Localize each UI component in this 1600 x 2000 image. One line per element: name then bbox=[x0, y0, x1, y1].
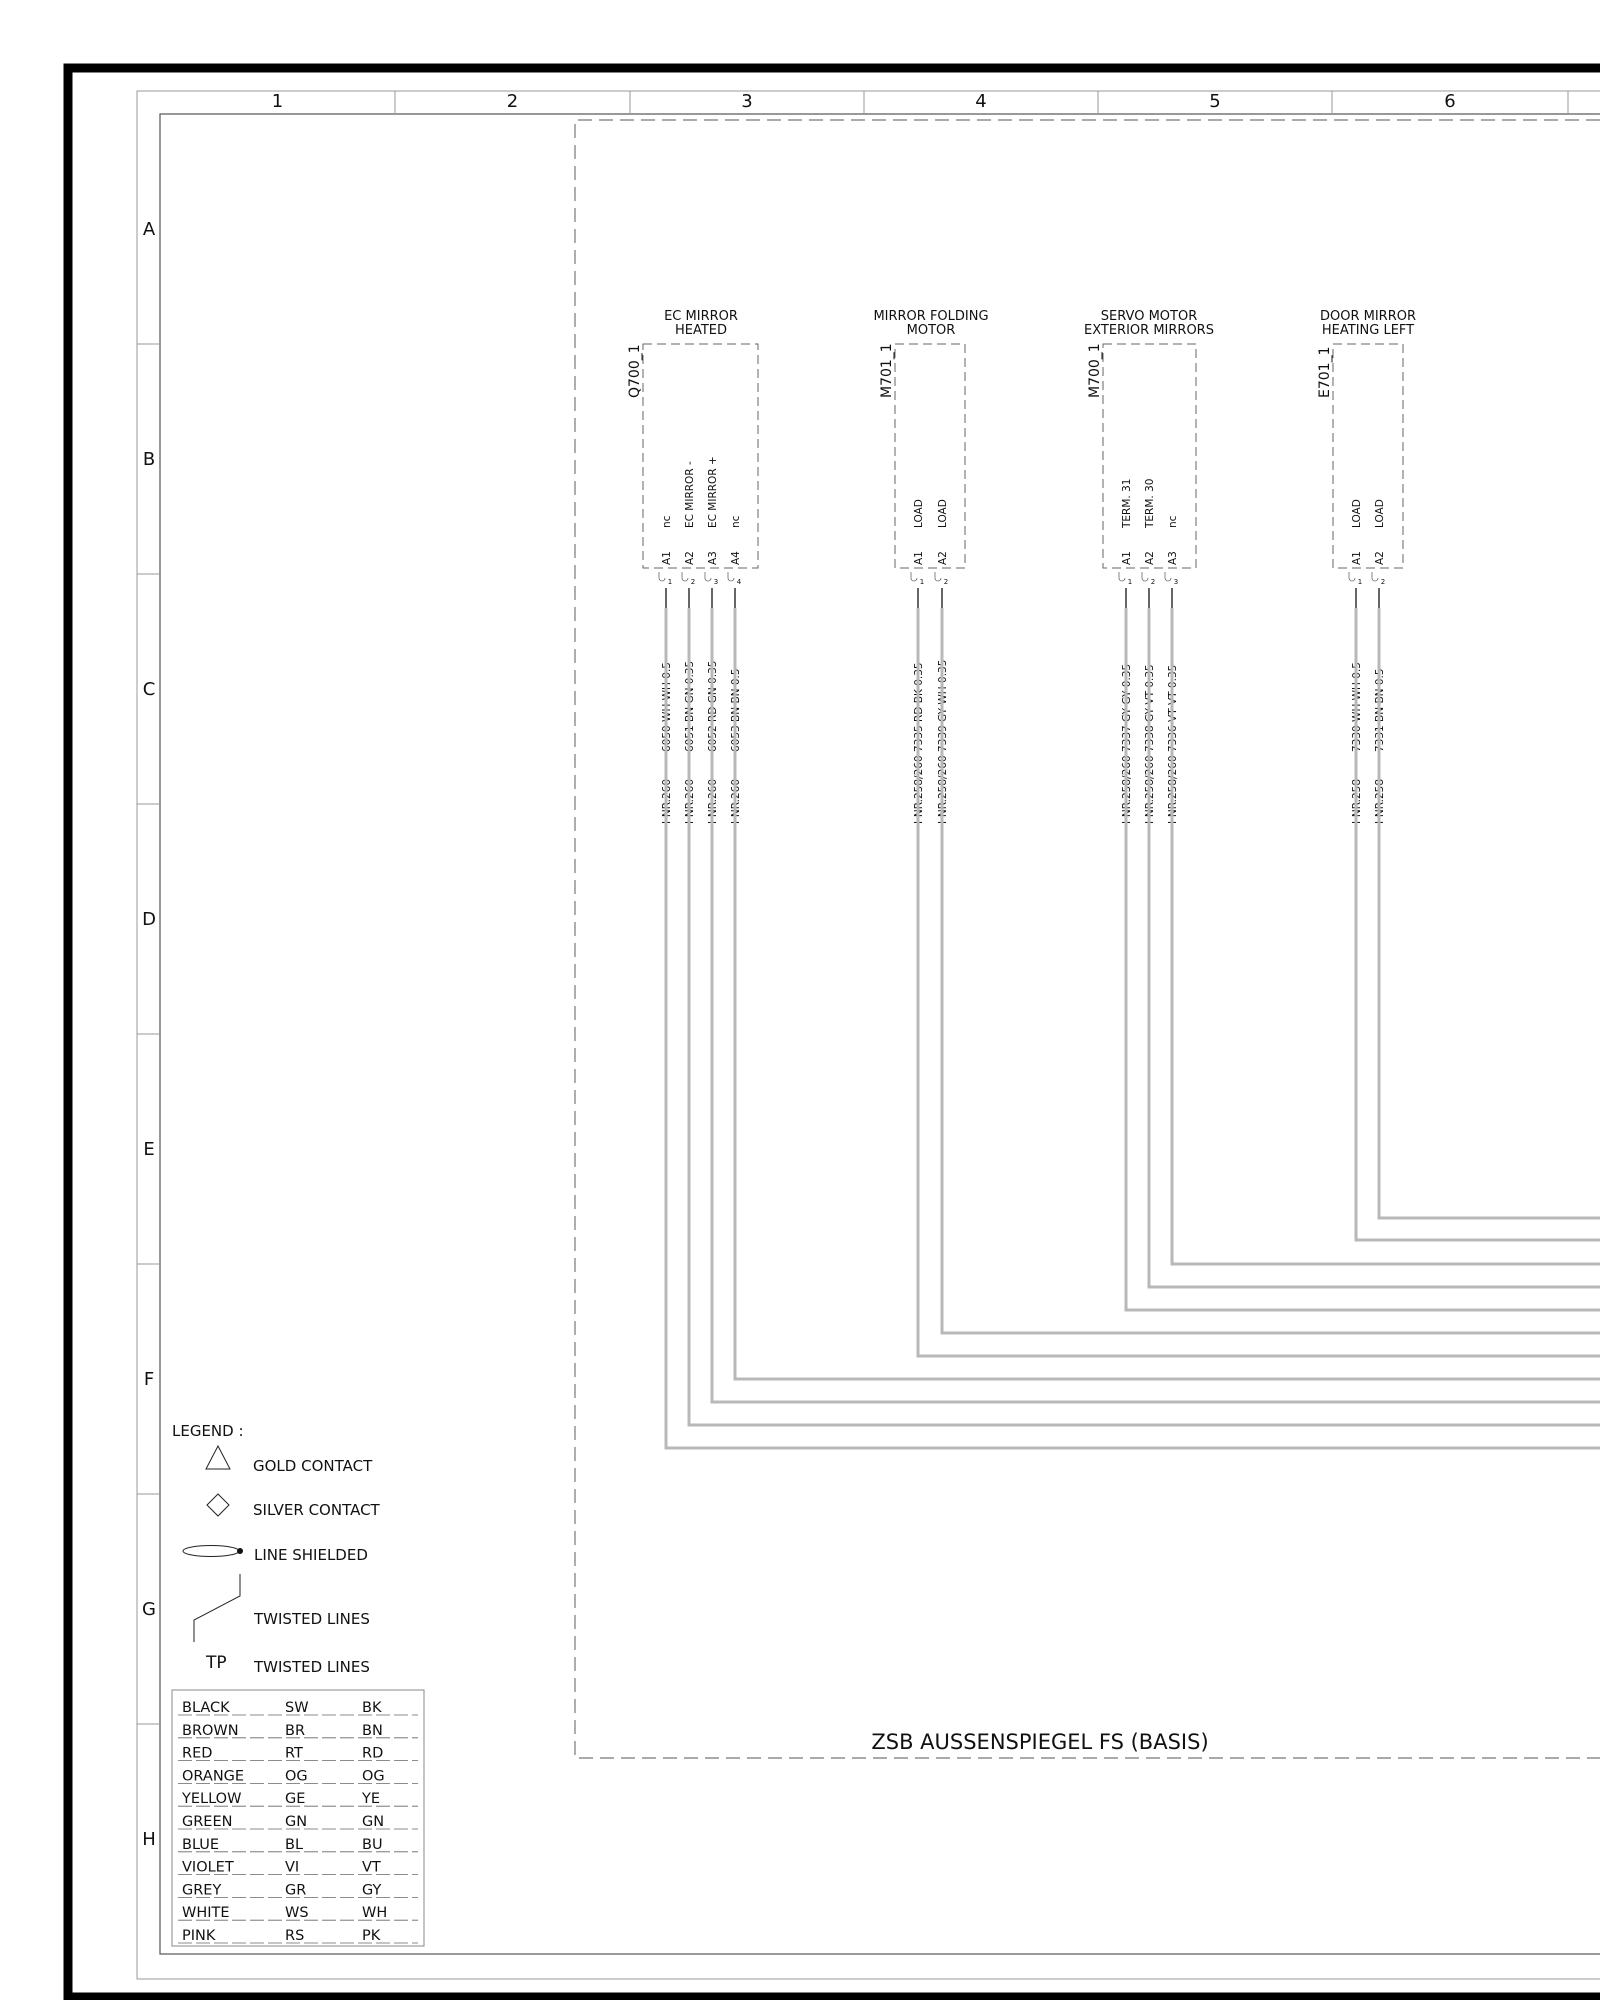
column-label: 2 bbox=[506, 91, 519, 112]
row-label: F bbox=[143, 1369, 155, 1390]
column-label: 5 bbox=[1209, 91, 1221, 112]
color-table-cell: PK bbox=[362, 1928, 381, 1944]
color-table-cell: RD bbox=[362, 1745, 384, 1762]
pin-id: A4 bbox=[730, 551, 742, 565]
color-table-cell: BU bbox=[362, 1836, 383, 1853]
color-table-cell: YELLOW bbox=[182, 1791, 242, 1808]
pin-number: 2 bbox=[1150, 578, 1156, 586]
color-table-cell: RS bbox=[285, 1928, 305, 1944]
wire bbox=[1356, 608, 1600, 1240]
color-table-cell: WS bbox=[285, 1905, 309, 1922]
color-table-cell: BLACK bbox=[182, 1700, 230, 1716]
contact-icon bbox=[705, 572, 711, 581]
pin-id: A1 bbox=[661, 551, 673, 565]
pin-id: A1 bbox=[1351, 551, 1363, 565]
pin-function: LOAD bbox=[913, 499, 925, 528]
component-title: MOTOR bbox=[906, 323, 956, 338]
wire-label: 7335 RD BK 0.35 bbox=[913, 662, 925, 752]
color-table-cell: YE bbox=[362, 1791, 381, 1808]
component-box bbox=[895, 344, 965, 568]
color-table-cell: BK bbox=[362, 1700, 382, 1716]
component-q700_1 bbox=[627, 309, 758, 824]
pin-id: A2 bbox=[1144, 551, 1156, 565]
pin-number: 2 bbox=[690, 578, 696, 586]
harness-nr-label: I-NR.260 bbox=[661, 778, 673, 824]
pin-number: 1 bbox=[919, 578, 925, 586]
contact-icon bbox=[728, 572, 734, 581]
color-table-cell: VT bbox=[362, 1859, 381, 1876]
wire-label: 6051 BN GN 0.35 bbox=[684, 660, 696, 752]
color-table-cell: RT bbox=[285, 1745, 303, 1762]
color-table-row bbox=[178, 1746, 418, 1762]
harness-nr-label: I-NR.258/260 bbox=[913, 755, 925, 824]
contact-icon bbox=[911, 572, 917, 581]
row-label: A bbox=[142, 219, 156, 240]
component-title: SERVO MOTOR bbox=[1100, 309, 1198, 324]
color-table-row bbox=[178, 1837, 418, 1853]
pin-number: 2 bbox=[1380, 578, 1386, 586]
row-label: B bbox=[142, 449, 156, 470]
column-headers bbox=[272, 91, 1568, 114]
color-table-cell: GN bbox=[362, 1814, 385, 1830]
color-table-cell: WHITE bbox=[182, 1905, 230, 1922]
row-label: E bbox=[143, 1139, 155, 1160]
shield-ellipse-icon bbox=[183, 1546, 243, 1557]
row-label: D bbox=[142, 909, 156, 930]
color-table-cell: BN bbox=[362, 1722, 383, 1739]
legend-label-twisted-lines-tp: TWISTED LINES bbox=[254, 1658, 370, 1676]
color-table-cell: PINK bbox=[182, 1928, 216, 1944]
color-table-cell: GN bbox=[285, 1814, 308, 1830]
wire-label: 6052 RD GN 0.35 bbox=[707, 660, 719, 752]
color-table-cell: BR bbox=[285, 1722, 306, 1739]
wire bbox=[712, 608, 1600, 1402]
legend-label-gold-contact: GOLD CONTACT bbox=[253, 1457, 373, 1475]
component-title: DOOR MIRROR bbox=[1319, 309, 1417, 324]
diamond-icon bbox=[207, 1494, 229, 1516]
component-title: MIRROR FOLDING bbox=[873, 309, 989, 324]
wire-label: 7336 VT VT 0.35 bbox=[1167, 664, 1179, 752]
legend bbox=[172, 1422, 381, 1676]
pin-function: EC MIRROR + bbox=[707, 456, 719, 528]
pin-function: LOAD bbox=[1374, 499, 1386, 528]
legend-label-twisted-lines: TWISTED LINES bbox=[254, 1610, 370, 1628]
pin-id: A1 bbox=[913, 551, 925, 565]
legend-title: LEGEND : bbox=[172, 1422, 244, 1440]
contact-icon bbox=[935, 572, 941, 581]
triangle-icon bbox=[206, 1446, 230, 1469]
pin-number: 3 bbox=[1173, 578, 1179, 586]
pin-number: 1 bbox=[667, 578, 673, 586]
pin-function: EC MIRROR - bbox=[684, 461, 696, 528]
pin-id: A2 bbox=[1374, 551, 1386, 565]
wire-label: 7330 WH WH 0.5 bbox=[1351, 662, 1363, 752]
color-table-cell: VI bbox=[285, 1859, 300, 1876]
contact-icon bbox=[659, 572, 665, 581]
contact-icon bbox=[1119, 572, 1125, 581]
harness-nr-label: I-NR.260 bbox=[730, 778, 742, 824]
wire-label: 7338 GY VT 0.35 bbox=[1144, 664, 1156, 752]
pin-id: A2 bbox=[937, 551, 949, 565]
component-ref: M700_1 bbox=[1087, 343, 1103, 398]
component-m701_1 bbox=[873, 309, 988, 824]
pin-function: LOAD bbox=[937, 499, 949, 528]
row-label: C bbox=[142, 679, 156, 700]
color-table-cell: ORANGE bbox=[182, 1768, 245, 1785]
wire bbox=[1126, 608, 1600, 1310]
color-table-cell: BL bbox=[285, 1836, 304, 1853]
harness-nr-label: I-NR.258 bbox=[1374, 778, 1386, 824]
color-table-cell: GY bbox=[362, 1882, 382, 1899]
color-table-row bbox=[178, 1723, 418, 1739]
component-title: HEATING LEFT bbox=[1321, 323, 1415, 338]
grid-border bbox=[137, 91, 1600, 1979]
tp-icon: TP bbox=[206, 1653, 227, 1673]
component-title: HEATED bbox=[674, 323, 728, 338]
color-table-row bbox=[178, 1700, 418, 1716]
row-headers bbox=[137, 219, 160, 1850]
contact-icon bbox=[682, 572, 688, 581]
column-label: 4 bbox=[975, 91, 987, 112]
color-table-cell: GE bbox=[285, 1791, 306, 1808]
pin-id: A1 bbox=[1121, 551, 1133, 565]
component-title: EC MIRROR bbox=[664, 309, 738, 324]
wire-harness bbox=[666, 608, 1600, 1448]
color-table-cell: GREY bbox=[182, 1882, 222, 1899]
component-title: EXTERIOR MIRRORS bbox=[1084, 323, 1214, 338]
color-table-cell: GR bbox=[285, 1882, 307, 1899]
color-table-row bbox=[178, 1791, 418, 1807]
harness-nr-label: I-NR.258/260 bbox=[1144, 755, 1156, 824]
harness-nr-label: I-NR.260 bbox=[707, 778, 719, 824]
legend-label-silver-contact: SILVER CONTACT bbox=[253, 1501, 380, 1519]
assembly-title: ZSB AUSSENSPIEGEL FS (BASIS) bbox=[871, 1730, 1209, 1754]
legend-label-line-shielded: LINE SHIELDED bbox=[254, 1546, 368, 1564]
color-table bbox=[178, 1700, 418, 1944]
row-label: G bbox=[142, 1599, 156, 1620]
harness-nr-label: I-NR.258 bbox=[1351, 778, 1363, 824]
wire bbox=[918, 608, 1600, 1356]
component-ref: M701_1 bbox=[879, 343, 895, 398]
pin-number: 3 bbox=[713, 578, 719, 586]
contact-icon bbox=[1165, 572, 1171, 581]
wire bbox=[1172, 608, 1600, 1264]
row-label: H bbox=[142, 1829, 156, 1850]
pin-function: nc bbox=[1167, 515, 1179, 528]
contact-icon bbox=[1142, 572, 1148, 581]
pin-function: nc bbox=[730, 515, 742, 528]
column-label: 1 bbox=[271, 91, 284, 112]
contact-icon bbox=[1349, 572, 1355, 581]
component-e701_1 bbox=[1317, 309, 1416, 824]
wire-label: 6050 WH WH 0.5 bbox=[661, 662, 673, 752]
pin-number: 1 bbox=[1127, 578, 1133, 586]
color-table-cell: OG bbox=[362, 1768, 385, 1785]
component-box bbox=[1103, 344, 1196, 568]
wire-label: 7331 BN BN 0.5 bbox=[1374, 668, 1386, 752]
twisted-lines-icon bbox=[194, 1574, 240, 1642]
component-box bbox=[643, 344, 758, 568]
harness-nr-label: I-NR.260 bbox=[684, 778, 696, 824]
color-table-row bbox=[178, 1860, 418, 1876]
column-label: 6 bbox=[1444, 91, 1456, 112]
wire bbox=[942, 608, 1600, 1333]
color-table-row bbox=[178, 1882, 418, 1898]
pin-id: A3 bbox=[1167, 551, 1179, 565]
pin-number: 2 bbox=[943, 578, 949, 586]
harness-nr-label: I-NR.258/260 bbox=[1167, 755, 1179, 824]
wire-label: 6053 BN BN 0.5 bbox=[730, 668, 742, 752]
pin-function: TERM. 31 bbox=[1121, 478, 1133, 528]
pin-number: 4 bbox=[736, 578, 742, 586]
pin-id: A3 bbox=[707, 551, 719, 565]
harness-nr-label: I-NR.258/260 bbox=[937, 755, 949, 824]
color-table-row bbox=[178, 1905, 418, 1921]
color-table-cell: VIOLET bbox=[182, 1859, 234, 1876]
pin-id: A2 bbox=[684, 551, 696, 565]
color-table-row bbox=[178, 1928, 418, 1944]
pin-function: TERM. 30 bbox=[1144, 478, 1156, 528]
component-box bbox=[1333, 344, 1403, 568]
wire bbox=[1379, 608, 1600, 1218]
wire bbox=[666, 608, 1600, 1448]
color-table-cell: BROWN bbox=[182, 1722, 239, 1739]
color-table-cell: BLUE bbox=[182, 1836, 220, 1853]
component-ref: Q700_1 bbox=[627, 344, 643, 398]
harness-nr-label: I-NR.258/260 bbox=[1121, 755, 1133, 824]
pin-number: 1 bbox=[1357, 578, 1363, 586]
wire-label: 7337 GY GY 0.35 bbox=[1121, 663, 1133, 752]
color-table-cell: RED bbox=[182, 1745, 213, 1762]
components bbox=[627, 309, 1416, 824]
color-table-row bbox=[178, 1814, 418, 1830]
color-table-row bbox=[178, 1768, 418, 1784]
color-table-cell: OG bbox=[285, 1768, 308, 1785]
contact-icon bbox=[1372, 572, 1378, 581]
wire-label: 7339 GY WH 0.35 bbox=[937, 659, 949, 752]
pin-function: LOAD bbox=[1351, 499, 1363, 528]
pin-function: nc bbox=[661, 515, 673, 528]
component-ref: E701_1 bbox=[1317, 346, 1333, 398]
color-table-cell: WH bbox=[362, 1905, 388, 1922]
color-table-cell: SW bbox=[285, 1700, 309, 1716]
color-table-cell: GREEN bbox=[182, 1814, 233, 1830]
column-label: 3 bbox=[741, 91, 753, 112]
